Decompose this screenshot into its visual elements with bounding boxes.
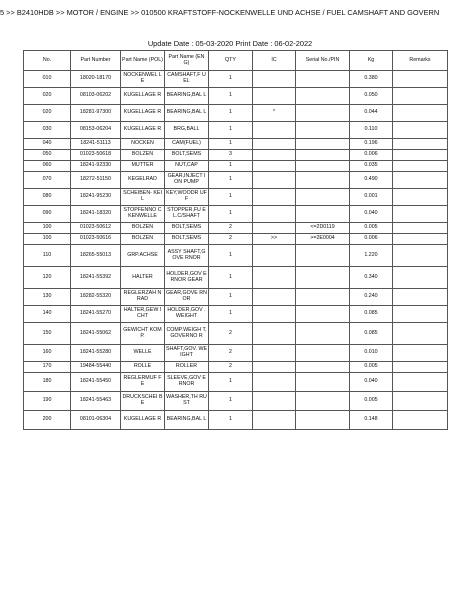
cell-serial (296, 150, 350, 161)
cell-no: 110 (24, 245, 71, 267)
cell-kg: 0.010 (350, 345, 393, 362)
table-row (24, 122, 448, 139)
cell-remarks (393, 139, 448, 150)
cell-remarks (393, 161, 448, 172)
cell-kg: 1.220 (350, 245, 393, 267)
cell-serial (296, 161, 350, 172)
cell-serial (296, 105, 350, 122)
cell-qty: 1 (209, 172, 253, 189)
table-row (24, 306, 448, 323)
cell-ic (253, 411, 296, 430)
cell-kg: 0.040 (350, 373, 393, 392)
cell-part-name-eng: ROLLER (165, 362, 209, 373)
table-row (24, 88, 448, 105)
cell-part-number: 01023-50616 (71, 234, 121, 245)
cell-part-number: 18281-97300 (71, 105, 121, 122)
cell-serial (296, 189, 350, 206)
cell-qty: 1 (209, 105, 253, 122)
cell-part-name-pol: GEWICHT KOMP. (121, 323, 165, 345)
cell-part-name-eng: CAMSHAFT,F UEL (165, 71, 209, 88)
cell-ic (253, 139, 296, 150)
cell-remarks (393, 345, 448, 362)
cell-ic (253, 223, 296, 234)
cell-part-name-pol: MUTTER (121, 161, 165, 172)
cell-part-name-eng: GEAR,GOVE RNOR (165, 289, 209, 306)
cell-remarks (393, 289, 448, 306)
table-row (24, 206, 448, 223)
cell-kg: 0.005 (350, 392, 393, 411)
table-header-row (24, 51, 448, 71)
cell-serial (296, 373, 350, 392)
cell-serial (296, 345, 350, 362)
cell-part-number: 18241-18320 (71, 206, 121, 223)
cell-part-name-pol: WELLE (121, 345, 165, 362)
cell-serial (296, 172, 350, 189)
cell-ic (253, 206, 296, 223)
cell-qty: 1 (209, 189, 253, 206)
cell-part-name-pol: REGLERMUF FE (121, 373, 165, 392)
cell-no: 170 (24, 362, 71, 373)
cell-part-name-pol: REGLERZAH NRAD (121, 289, 165, 306)
cell-no: 050 (24, 150, 71, 161)
update-print-dates: Update Date : 05-03-2020 Print Date : 06-02-2022 (147, 39, 313, 48)
cell-part-name-pol: SCHEIBEN- KEIL (121, 189, 165, 206)
cell-part-name-eng: BOLT,SEMS (165, 223, 209, 234)
cell-remarks (393, 234, 448, 245)
cell-kg: 0.005 (350, 362, 393, 373)
cell-kg: 0.044 (350, 105, 393, 122)
cell-qty: 2 (209, 223, 253, 234)
cell-ic (253, 71, 296, 88)
cell-qty: 1 (209, 161, 253, 172)
cell-remarks (393, 245, 448, 267)
cell-serial (296, 71, 350, 88)
cell-part-name-pol: NOCKEN (121, 139, 165, 150)
cell-qty: 1 (209, 139, 253, 150)
cell-part-name-pol: KUGELLAGE R (121, 122, 165, 139)
cell-kg: 0.006 (350, 234, 393, 245)
cell-kg: 0.340 (350, 267, 393, 289)
table-row (24, 189, 448, 206)
cell-remarks (393, 223, 448, 234)
table-row (24, 362, 448, 373)
cell-remarks (393, 267, 448, 289)
col-header-remarks: Remarks (393, 51, 448, 71)
cell-ic (253, 289, 296, 306)
cell-serial (296, 122, 350, 139)
cell-no: 120 (24, 267, 71, 289)
cell-no: 190 (24, 392, 71, 411)
cell-qty: 1 (209, 411, 253, 430)
cell-ic (253, 267, 296, 289)
cell-remarks (393, 362, 448, 373)
cell-serial (296, 411, 350, 430)
col-header-ic: IC (253, 51, 296, 71)
cell-no: 140 (24, 306, 71, 323)
cell-remarks (393, 206, 448, 223)
cell-kg: 0.085 (350, 323, 393, 345)
cell-part-number: 18241-51113 (71, 139, 121, 150)
cell-part-name-pol: KEGELRAD (121, 172, 165, 189)
cell-serial (296, 245, 350, 267)
cell-qty: 1 (209, 206, 253, 223)
cell-part-number: 08101-06304 (71, 411, 121, 430)
cell-kg: 0.001 (350, 189, 393, 206)
cell-serial (296, 392, 350, 411)
cell-part-number: 19484-55440 (71, 362, 121, 373)
cell-part-name-pol: NOCKENWEL LE (121, 71, 165, 88)
cell-serial (296, 267, 350, 289)
cell-ic (253, 245, 296, 267)
cell-part-number: 08103-06202 (71, 88, 121, 105)
table-row (24, 267, 448, 289)
cell-part-number: 18241-55280 (71, 345, 121, 362)
cell-remarks (393, 323, 448, 345)
cell-no: 080 (24, 189, 71, 206)
cell-kg: 0.196 (350, 139, 393, 150)
cell-serial (296, 306, 350, 323)
table-row (24, 373, 448, 392)
cell-part-name-eng: NUT,CAP (165, 161, 209, 172)
cell-no: 150 (24, 323, 71, 345)
cell-remarks (393, 71, 448, 88)
cell-ic (253, 122, 296, 139)
cell-part-name-eng: BEARING,BAL L (165, 411, 209, 430)
cell-no: 100 (24, 223, 71, 234)
cell-no: 200 (24, 411, 71, 430)
cell-kg: 0.005 (350, 223, 393, 234)
cell-part-name-eng: SHAFT,GOV. WEIGHT (165, 345, 209, 362)
cell-ic: >> (253, 234, 296, 245)
cell-kg: 0.085 (350, 306, 393, 323)
cell-ic (253, 161, 296, 172)
cell-ic (253, 362, 296, 373)
cell-remarks (393, 411, 448, 430)
cell-part-number: 18265-55013 (71, 245, 121, 267)
cell-serial (296, 362, 350, 373)
cell-no: 160 (24, 345, 71, 362)
cell-kg: 0.006 (350, 150, 393, 161)
cell-ic (253, 88, 296, 105)
table-row (24, 172, 448, 189)
cell-qty: 1 (209, 392, 253, 411)
table-row (24, 105, 448, 122)
cell-no: 030 (24, 122, 71, 139)
cell-serial: <=2D0119 (296, 223, 350, 234)
col-header-part-number: Part Number (71, 51, 121, 71)
cell-part-name-pol: ROLLE (121, 362, 165, 373)
cell-qty: 1 (209, 88, 253, 105)
cell-part-number: 08153-06204 (71, 122, 121, 139)
cell-kg: 0.110 (350, 122, 393, 139)
cell-part-name-eng: KEY,WOODR UFF (165, 189, 209, 206)
table-row (24, 392, 448, 411)
cell-no: 070 (24, 172, 71, 189)
cell-part-name-eng: STOPPER,FU EL.C/SHAFT (165, 206, 209, 223)
table-row (24, 323, 448, 345)
cell-part-number: 18241-55270 (71, 306, 121, 323)
cell-part-name-eng: HOLDER,GOV ERNOR GEAR (165, 267, 209, 289)
cell-ic (253, 373, 296, 392)
cell-remarks (393, 122, 448, 139)
cell-serial (296, 88, 350, 105)
cell-serial (296, 139, 350, 150)
col-header-serial: Serial No./PIN (296, 51, 350, 71)
cell-no: 040 (24, 139, 71, 150)
cell-ic (253, 392, 296, 411)
cell-no: 130 (24, 289, 71, 306)
table-row (24, 150, 448, 161)
cell-part-name-pol: BOLZEN (121, 223, 165, 234)
cell-part-number: 18241-95230 (71, 189, 121, 206)
cell-part-number: 01023-50612 (71, 223, 121, 234)
cell-kg: 0.040 (350, 206, 393, 223)
cell-kg: 0.050 (350, 88, 393, 105)
table-row (24, 289, 448, 306)
cell-part-name-pol: BOLZEN (121, 234, 165, 245)
cell-qty: 2 (209, 345, 253, 362)
cell-qty: 2 (209, 362, 253, 373)
cell-ic (253, 323, 296, 345)
cell-part-name-pol: KUGELLAGE R (121, 105, 165, 122)
cell-part-name-eng: BEARING,BAL L (165, 88, 209, 105)
cell-no: 180 (24, 373, 71, 392)
cell-no: 020 (24, 105, 71, 122)
cell-kg: 0.148 (350, 411, 393, 430)
cell-kg: 0.490 (350, 172, 393, 189)
cell-part-name-eng: BOLT,SEMS (165, 234, 209, 245)
cell-qty: 1 (209, 122, 253, 139)
cell-part-name-eng: ASSY SHAFT,GOVE RNOR (165, 245, 209, 267)
cell-part-name-pol: STOPFENNO CKENWELLE (121, 206, 165, 223)
cell-qty: 1 (209, 306, 253, 323)
col-header-part-name-pol: Part Name (POL) (121, 51, 165, 71)
cell-ic (253, 172, 296, 189)
cell-no: 020 (24, 88, 71, 105)
col-header-kg: Kg (350, 51, 393, 71)
cell-qty: 1 (209, 267, 253, 289)
cell-remarks (393, 392, 448, 411)
cell-part-name-pol: DRUCKSCHEI BE (121, 392, 165, 411)
cell-qty: 1 (209, 289, 253, 306)
cell-part-name-pol: HALTER,GEW ICHT (121, 306, 165, 323)
cell-part-number: 18282-55320 (71, 289, 121, 306)
cell-ic (253, 306, 296, 323)
cell-part-name-eng: BEARING,BAL L (165, 105, 209, 122)
cell-part-number: 18272-51150 (71, 172, 121, 189)
parts-table (23, 50, 448, 430)
cell-part-number: 18020-18170 (71, 71, 121, 88)
cell-remarks (393, 373, 448, 392)
cell-part-name-eng: BRG,BALL (165, 122, 209, 139)
cell-part-name-eng: HOLDER,GOV .WEIGHT (165, 306, 209, 323)
cell-part-name-pol: GRP.ACHSE (121, 245, 165, 267)
cell-no: 090 (24, 206, 71, 223)
cell-no: 060 (24, 161, 71, 172)
cell-part-name-pol: KUGELLAGE R (121, 88, 165, 105)
cell-no: 010 (24, 71, 71, 88)
cell-qty: 1 (209, 71, 253, 88)
cell-ic (253, 150, 296, 161)
breadcrumb: 5 >> B2410HDB >> MOTOR / ENGINE >> 010500 KRAFTSTOFF-NOCKENWELLE UND ACHSE / FUEL CAMSHAFT AND GOVERN (0, 8, 440, 17)
cell-part-name-pol: BOLZEN (121, 150, 165, 161)
table-row (24, 245, 448, 267)
cell-kg: 0.380 (350, 71, 393, 88)
table-row (24, 223, 448, 234)
cell-part-name-eng: GEAR,INJECT ION PUMP (165, 172, 209, 189)
cell-qty: 2 (209, 234, 253, 245)
cell-serial: >=2E0004 (296, 234, 350, 245)
cell-part-name-eng: COMP.WEIGH T,GOVERNO R (165, 323, 209, 345)
cell-ic (253, 189, 296, 206)
table-row (24, 234, 448, 245)
cell-part-number: 01023-50618 (71, 150, 121, 161)
cell-part-name-eng: WASHER,TH RUST (165, 392, 209, 411)
cell-kg: 0.035 (350, 161, 393, 172)
cell-serial (296, 289, 350, 306)
cell-qty: 1 (209, 245, 253, 267)
cell-qty: 3 (209, 150, 253, 161)
table-row (24, 345, 448, 362)
cell-no: 100 (24, 234, 71, 245)
cell-serial (296, 206, 350, 223)
cell-remarks (393, 150, 448, 161)
col-header-part-name-eng: Part Name (ENG) (165, 51, 209, 71)
cell-kg: 0.240 (350, 289, 393, 306)
table-row (24, 161, 448, 172)
cell-ic (253, 345, 296, 362)
cell-part-name-eng: BOLT,SEMS (165, 150, 209, 161)
cell-qty: 2 (209, 323, 253, 345)
cell-part-number: 18241-92330 (71, 161, 121, 172)
cell-remarks (393, 105, 448, 122)
cell-part-name-pol: KUGELLAGE R (121, 411, 165, 430)
cell-remarks (393, 172, 448, 189)
cell-part-number: 18241-55463 (71, 392, 121, 411)
cell-serial (296, 323, 350, 345)
cell-part-name-eng: CAM(FUEL) (165, 139, 209, 150)
col-header-no: No. (24, 51, 71, 71)
cell-qty: 1 (209, 373, 253, 392)
cell-remarks (393, 88, 448, 105)
table-row (24, 71, 448, 88)
table-row (24, 139, 448, 150)
table-row (24, 411, 448, 430)
cell-part-number: 18241-55450 (71, 373, 121, 392)
cell-part-name-eng: SLEEVE,GOV ERNOR (165, 373, 209, 392)
cell-ic: * (253, 105, 296, 122)
cell-part-name-pol: HALTER (121, 267, 165, 289)
cell-remarks (393, 189, 448, 206)
col-header-qty: QTY (209, 51, 253, 71)
cell-part-number: 18241-55062 (71, 323, 121, 345)
cell-part-number: 18241-55392 (71, 267, 121, 289)
cell-remarks (393, 306, 448, 323)
